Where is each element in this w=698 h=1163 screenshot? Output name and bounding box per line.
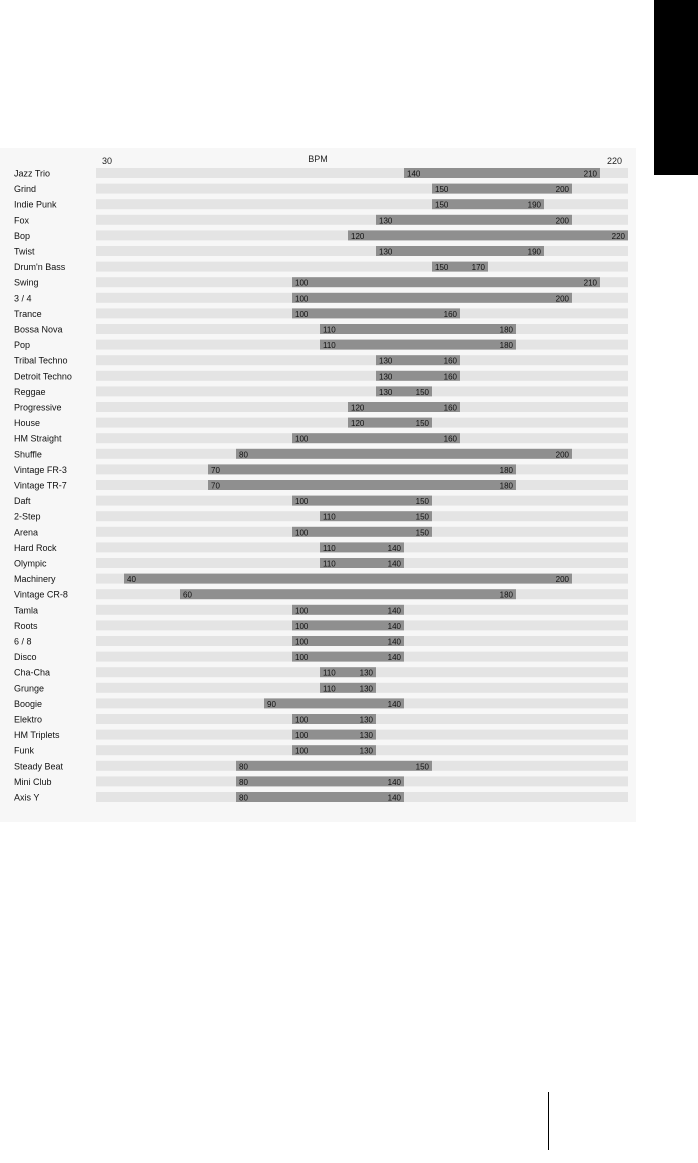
range-min-label: 40 [127, 575, 136, 585]
chart-row [14, 433, 628, 444]
range-bar [432, 184, 572, 194]
chart-row [14, 558, 628, 569]
chart-row [14, 184, 628, 195]
range-bar [236, 776, 404, 786]
range-max-label: 180 [499, 481, 513, 491]
chart-row [14, 418, 628, 429]
row-label: Bop [14, 230, 31, 241]
row-label: Vintage FR-3 [14, 464, 67, 475]
range-bar [320, 340, 516, 350]
range-max-label: 140 [387, 606, 401, 616]
chart-row [14, 605, 628, 616]
range-bar [376, 246, 544, 256]
range-min-label: 110 [323, 341, 336, 351]
range-max-label: 200 [555, 450, 569, 460]
chart-row [14, 542, 628, 553]
range-bar [236, 792, 404, 802]
range-min-label: 80 [239, 762, 248, 772]
row-label: Twist [14, 246, 35, 257]
range-max-label: 150 [415, 762, 429, 772]
range-max-label: 150 [415, 512, 429, 522]
range-min-label: 110 [323, 543, 336, 553]
range-track [96, 371, 628, 381]
range-track [96, 199, 628, 209]
row-label: Funk [14, 745, 35, 756]
range-max-label: 150 [415, 387, 429, 397]
range-max-label: 200 [555, 185, 569, 195]
row-label: Grunge [14, 683, 45, 694]
row-label: Axis Y [14, 792, 40, 803]
range-track [96, 386, 628, 396]
range-track [96, 355, 628, 365]
chart-row [14, 574, 628, 585]
chart-row [14, 496, 628, 507]
range-max-label: 160 [443, 403, 457, 413]
range-max-label: 140 [387, 543, 401, 553]
row-label: Boogie [14, 698, 43, 709]
side-tab-marker [654, 0, 698, 175]
range-max-label: 130 [359, 684, 373, 694]
row-label: Arena [14, 527, 39, 538]
chart-title: BPM [308, 154, 328, 164]
chart-row [14, 293, 628, 304]
range-min-label: 100 [295, 746, 309, 756]
chart-row [14, 230, 628, 241]
range-min-label: 100 [295, 606, 309, 616]
row-label: Jazz Trio [14, 168, 51, 179]
range-min-label: 110 [323, 559, 336, 569]
chart-row [14, 464, 628, 475]
range-min-label: 110 [323, 512, 336, 522]
range-min-label: 100 [295, 294, 309, 304]
range-max-label: 130 [359, 668, 373, 678]
range-min-label: 130 [379, 356, 393, 366]
range-min-label: 110 [323, 325, 336, 335]
chart-row [14, 745, 628, 756]
chart-row [14, 386, 628, 397]
range-min-label: 150 [435, 185, 449, 195]
range-max-label: 140 [387, 559, 401, 569]
range-min-label: 100 [295, 434, 309, 444]
row-label: Pop [14, 340, 31, 351]
range-max-label: 130 [359, 746, 373, 756]
range-max-label: 190 [527, 200, 541, 210]
range-max-label: 210 [583, 278, 597, 288]
range-min-label: 100 [295, 621, 309, 631]
range-bar [292, 527, 432, 537]
row-label: Swing [14, 277, 39, 288]
chart-row [14, 277, 628, 288]
range-bar [348, 230, 628, 240]
chart-row [14, 340, 628, 351]
row-label: 3 / 4 [14, 293, 32, 304]
range-min-label: 100 [295, 278, 309, 288]
range-bar [236, 761, 432, 771]
chart-row [14, 636, 628, 647]
chart-row [14, 683, 628, 694]
range-bar [376, 215, 572, 225]
row-label: Mini Club [14, 776, 52, 787]
range-bar [292, 293, 572, 303]
range-max-label: 140 [387, 621, 401, 631]
chart-row [14, 215, 628, 226]
range-max-label: 170 [471, 263, 485, 273]
row-label: Tribal Techno [14, 355, 68, 366]
chart-row [14, 168, 628, 179]
chart-row [14, 761, 628, 772]
range-max-label: 180 [499, 590, 513, 600]
row-label: Tamla [14, 605, 39, 616]
range-min-label: 100 [295, 497, 309, 507]
range-bar [124, 574, 572, 584]
chart-row [14, 371, 628, 382]
chart-row [14, 667, 628, 678]
range-bar [404, 168, 600, 178]
range-track [96, 262, 628, 272]
range-bar [208, 480, 516, 490]
range-min-label: 100 [295, 528, 309, 538]
range-bar [292, 496, 432, 506]
chart-row [14, 262, 628, 273]
chart-row [14, 246, 628, 257]
row-label: Roots [14, 620, 38, 631]
range-max-label: 150 [415, 497, 429, 507]
range-track [96, 246, 628, 256]
range-min-label: 130 [379, 216, 393, 226]
row-label: Bossa Nova [14, 324, 63, 335]
row-label: Vintage TR-7 [14, 480, 67, 491]
row-label: 2-Step [14, 511, 41, 522]
row-label: Trance [14, 308, 42, 319]
row-label: Elektro [14, 714, 43, 725]
row-label: Disco [14, 652, 37, 663]
range-max-label: 160 [443, 356, 457, 366]
range-min-label: 130 [379, 372, 393, 382]
row-label: Grind [14, 184, 37, 195]
chart-row [14, 308, 628, 319]
range-min-label: 80 [239, 793, 248, 803]
range-min-label: 110 [323, 668, 336, 678]
range-min-label: 150 [435, 200, 449, 210]
range-bar [208, 464, 516, 474]
range-bar [292, 308, 460, 318]
range-max-label: 140 [387, 777, 401, 787]
range-min-label: 100 [295, 637, 309, 647]
range-min-label: 130 [379, 387, 393, 397]
range-bar [292, 433, 460, 443]
range-bar [264, 698, 404, 708]
range-min-label: 100 [295, 653, 309, 663]
range-min-label: 80 [239, 450, 248, 460]
row-label: Detroit Techno [14, 371, 72, 382]
chart-row [14, 527, 628, 538]
bpm-chart-panel [0, 148, 636, 822]
range-max-label: 160 [443, 309, 457, 319]
range-max-label: 200 [555, 294, 569, 304]
range-min-label: 90 [267, 699, 276, 709]
row-label: Shuffle [14, 449, 42, 460]
chart-row [14, 589, 628, 600]
range-max-label: 180 [499, 465, 513, 475]
row-label: Drum'n Bass [14, 262, 66, 273]
row-label: Progressive [14, 402, 62, 413]
chart-row [14, 652, 628, 663]
range-min-label: 130 [379, 247, 393, 257]
row-label: Hard Rock [14, 542, 57, 553]
row-label: Indie Punk [14, 199, 57, 210]
range-max-label: 140 [387, 793, 401, 803]
axis-max-label: 220 [606, 156, 622, 166]
range-min-label: 100 [295, 715, 309, 725]
chart-row [14, 355, 628, 366]
range-max-label: 140 [387, 653, 401, 663]
range-bar [320, 324, 516, 334]
range-max-label: 150 [415, 528, 429, 538]
row-label: Fox [14, 215, 30, 226]
chart-row [14, 698, 628, 709]
range-min-label: 110 [323, 684, 336, 694]
range-min-label: 120 [351, 419, 365, 429]
range-max-label: 220 [611, 231, 625, 241]
row-label: House [14, 418, 41, 429]
footer-divider [548, 1092, 549, 1150]
range-max-label: 150 [415, 419, 429, 429]
range-bar [180, 589, 516, 599]
row-label: Reggae [14, 386, 46, 397]
range-min-label: 150 [435, 263, 449, 273]
row-label: Machinery [14, 574, 56, 585]
range-max-label: 200 [555, 216, 569, 226]
row-label: Olympic [14, 558, 47, 569]
range-min-label: 120 [351, 231, 365, 241]
chart-row [14, 730, 628, 741]
range-min-label: 70 [211, 481, 220, 491]
chart-row [14, 714, 628, 725]
range-min-label: 100 [295, 309, 309, 319]
row-label: Daft [14, 496, 31, 507]
row-label: Vintage CR-8 [14, 589, 68, 600]
row-label: 6 / 8 [14, 636, 32, 647]
range-min-label: 60 [183, 590, 192, 600]
range-max-label: 210 [583, 169, 597, 179]
range-max-label: 140 [387, 699, 401, 709]
range-min-label: 120 [351, 403, 365, 413]
chart-row [14, 776, 628, 787]
range-bar [236, 449, 572, 459]
range-min-label: 80 [239, 777, 248, 787]
range-max-label: 140 [387, 637, 401, 647]
range-max-label: 130 [359, 715, 373, 725]
bpm-range-chart [0, 148, 636, 822]
axis-min-label: 30 [102, 156, 113, 166]
range-max-label: 160 [443, 434, 457, 444]
range-min-label: 100 [295, 731, 309, 741]
chart-rows [14, 168, 628, 803]
range-min-label: 140 [407, 169, 421, 179]
chart-row [14, 402, 628, 413]
row-label: HM Straight [14, 433, 62, 444]
chart-row [14, 480, 628, 491]
chart-row [14, 792, 628, 803]
range-max-label: 130 [359, 731, 373, 741]
row-label: HM Triplets [14, 730, 60, 741]
range-max-label: 190 [527, 247, 541, 257]
range-min-label: 70 [211, 465, 220, 475]
chart-row [14, 199, 628, 210]
row-label: Steady Beat [14, 761, 64, 772]
range-max-label: 160 [443, 372, 457, 382]
chart-row [14, 324, 628, 335]
chart-row [14, 620, 628, 631]
row-label: Cha-Cha [14, 667, 51, 678]
chart-row [14, 511, 628, 522]
range-bar [292, 277, 600, 287]
chart-row [14, 449, 628, 460]
range-max-label: 200 [555, 575, 569, 585]
range-max-label: 180 [499, 341, 513, 351]
range-max-label: 180 [499, 325, 513, 335]
